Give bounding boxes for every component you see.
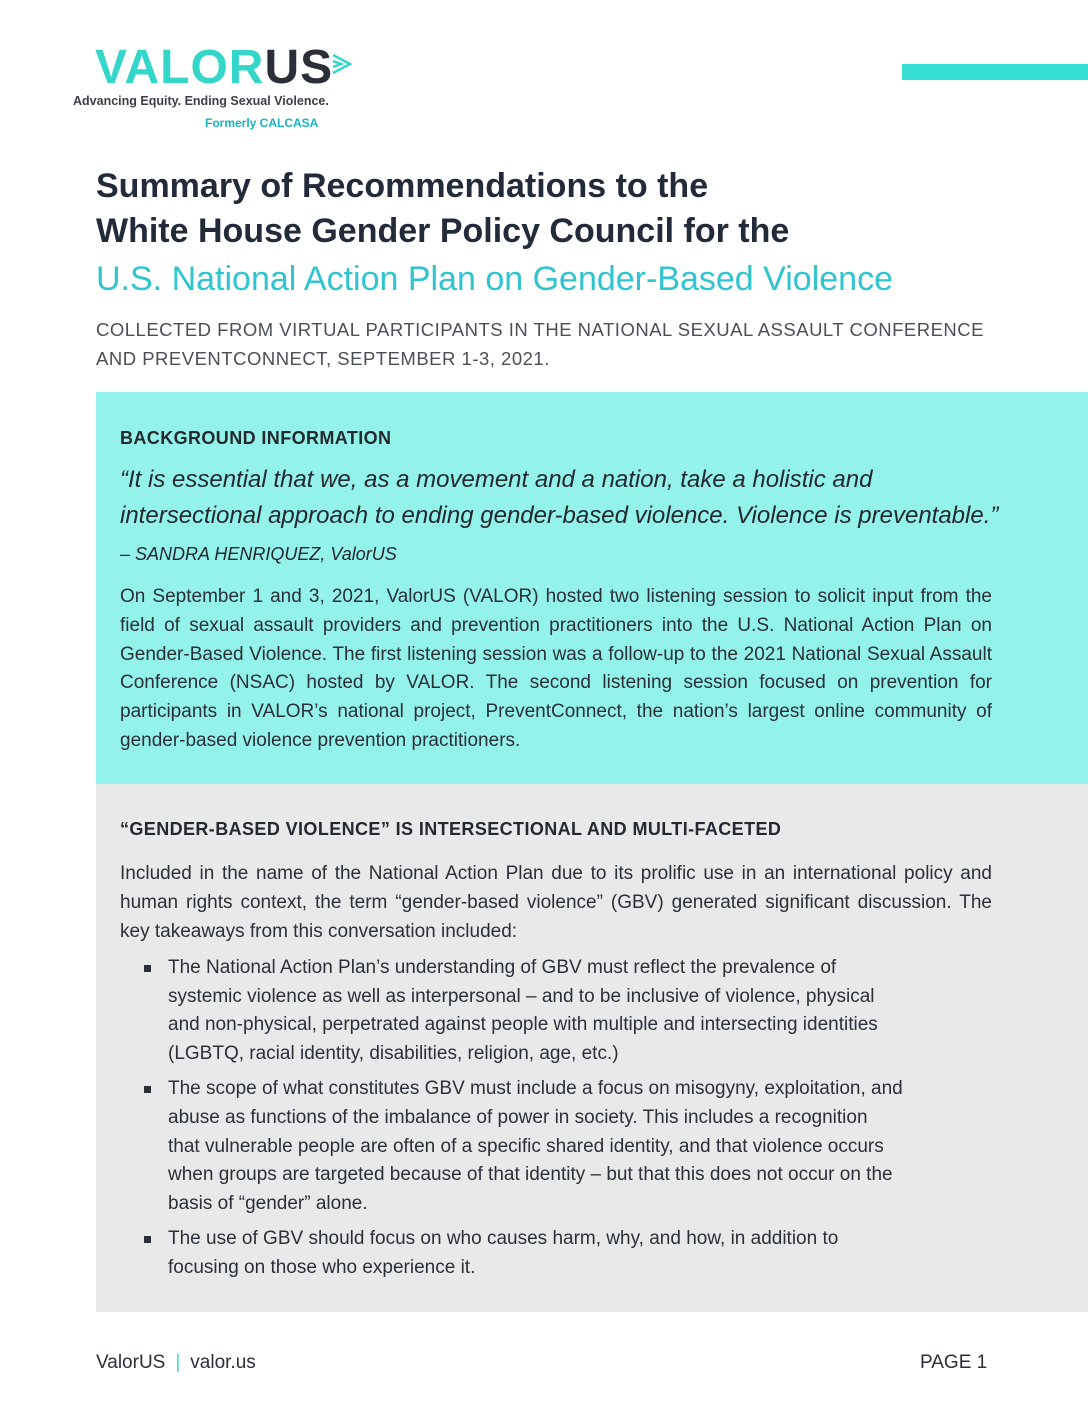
- gbv-bullet-list: [144, 954, 904, 1290]
- logo-formerly: Formerly CALCASA: [205, 116, 319, 130]
- background-heading: BACKGROUND INFORMATION: [120, 428, 392, 448]
- document-subtitle: U.S. National Action Plan on Gender-Based Violence: [96, 260, 893, 298]
- list-item: [144, 954, 904, 1068]
- quote-attribution: – SANDRA HENRIQUEZ, ValorUS: [120, 544, 397, 564]
- quote-text: “It is essential that we, as a movement and a nation, take a holistic and intersectional approach to ending gender-based violence. Violence is preventable.”: [120, 466, 999, 529]
- title-line-2: White House Gender Policy Council for the: [96, 212, 790, 250]
- logo-tagline: Advancing Equity. Ending Sexual Violence.: [73, 94, 329, 108]
- background-quote: [120, 462, 1000, 572]
- list-item: [144, 1225, 904, 1282]
- document-title: [96, 164, 789, 254]
- gbv-heading: “GENDER-BASED VIOLENCE” IS INTERSECTIONAL AND MULTI-FACETED: [120, 819, 782, 839]
- bullet-icon: [144, 1086, 151, 1093]
- bullet-text: The National Action Plan’s understanding of GBV must reflect the prevalence of systemic violence as well as interpersonal – and to be inclusive of violence, physical and non-physical, perpetrated against people with multiple and intersecting identities (LGBTQ, racial identity, disabilities, religion, age, etc.): [168, 957, 878, 1064]
- footer-separator: |: [175, 1352, 181, 1373]
- bullet-icon: [144, 1236, 151, 1243]
- title-line-1: Summary of Recommendations to the: [96, 167, 709, 205]
- footer-site-link[interactable]: valor.us: [190, 1352, 256, 1373]
- footer-left: [96, 1352, 256, 1374]
- bullet-text: The scope of what constitutes GBV must include a focus on misogyny, exploitation, and abuse as functions of the imbalance of power in society. This includes a recognition that vulnerable people are often of a specific shared identity, and that violence occurs when groups are targeted because of that identity – but that this does not occur on the basis of “gender” alone.: [168, 1078, 903, 1214]
- page-number: PAGE 1: [920, 1352, 988, 1373]
- bullet-text: The use of GBV should focus on who causes harm, why, and how, in addition to focusing on those who experience it.: [168, 1228, 839, 1278]
- header-accent-bar: [902, 64, 1088, 80]
- logo-chevron-icon: [331, 52, 353, 76]
- logo-wordmark-us: US: [264, 41, 334, 94]
- gbv-intro: Included in the name of the National Action Plan due to its prolific use in an international policy and human rights context, the term “gender-based violence” (GBV) generated significant discussion. The key takeaways from this conversation included:: [120, 863, 992, 942]
- list-item: [144, 1075, 904, 1218]
- collected-note: COLLECTED FROM VIRTUAL PARTICIPANTS IN THE NATIONAL SEXUAL ASSAULT CONFERENCE AND PREVENTCONNECT, SEPTEMBER 1-3, 2021.: [96, 319, 984, 369]
- background-section: [96, 392, 1088, 784]
- bullet-icon: [144, 965, 151, 972]
- logo-wordmark: [95, 40, 333, 96]
- gbv-section: [96, 784, 1088, 1312]
- logo-wordmark-valor: VALOR: [95, 41, 265, 94]
- background-body: On September 1 and 3, 2021, ValorUS (VALOR) hosted two listening session to solicit input from the field of sexual assault providers and prevention practitioners into the U.S. National Action Plan on Gender-Based Violence. The first listening session was a follow-up to the 2021 National Sexual Assault Conference (NSAC) hosted by VALOR. The second listening session focused on prevention for participants in VALOR’s national project, PreventConnect, the nation’s largest online community of gender-based violence prevention practitioners.: [120, 586, 992, 751]
- footer-org: ValorUS: [96, 1352, 166, 1373]
